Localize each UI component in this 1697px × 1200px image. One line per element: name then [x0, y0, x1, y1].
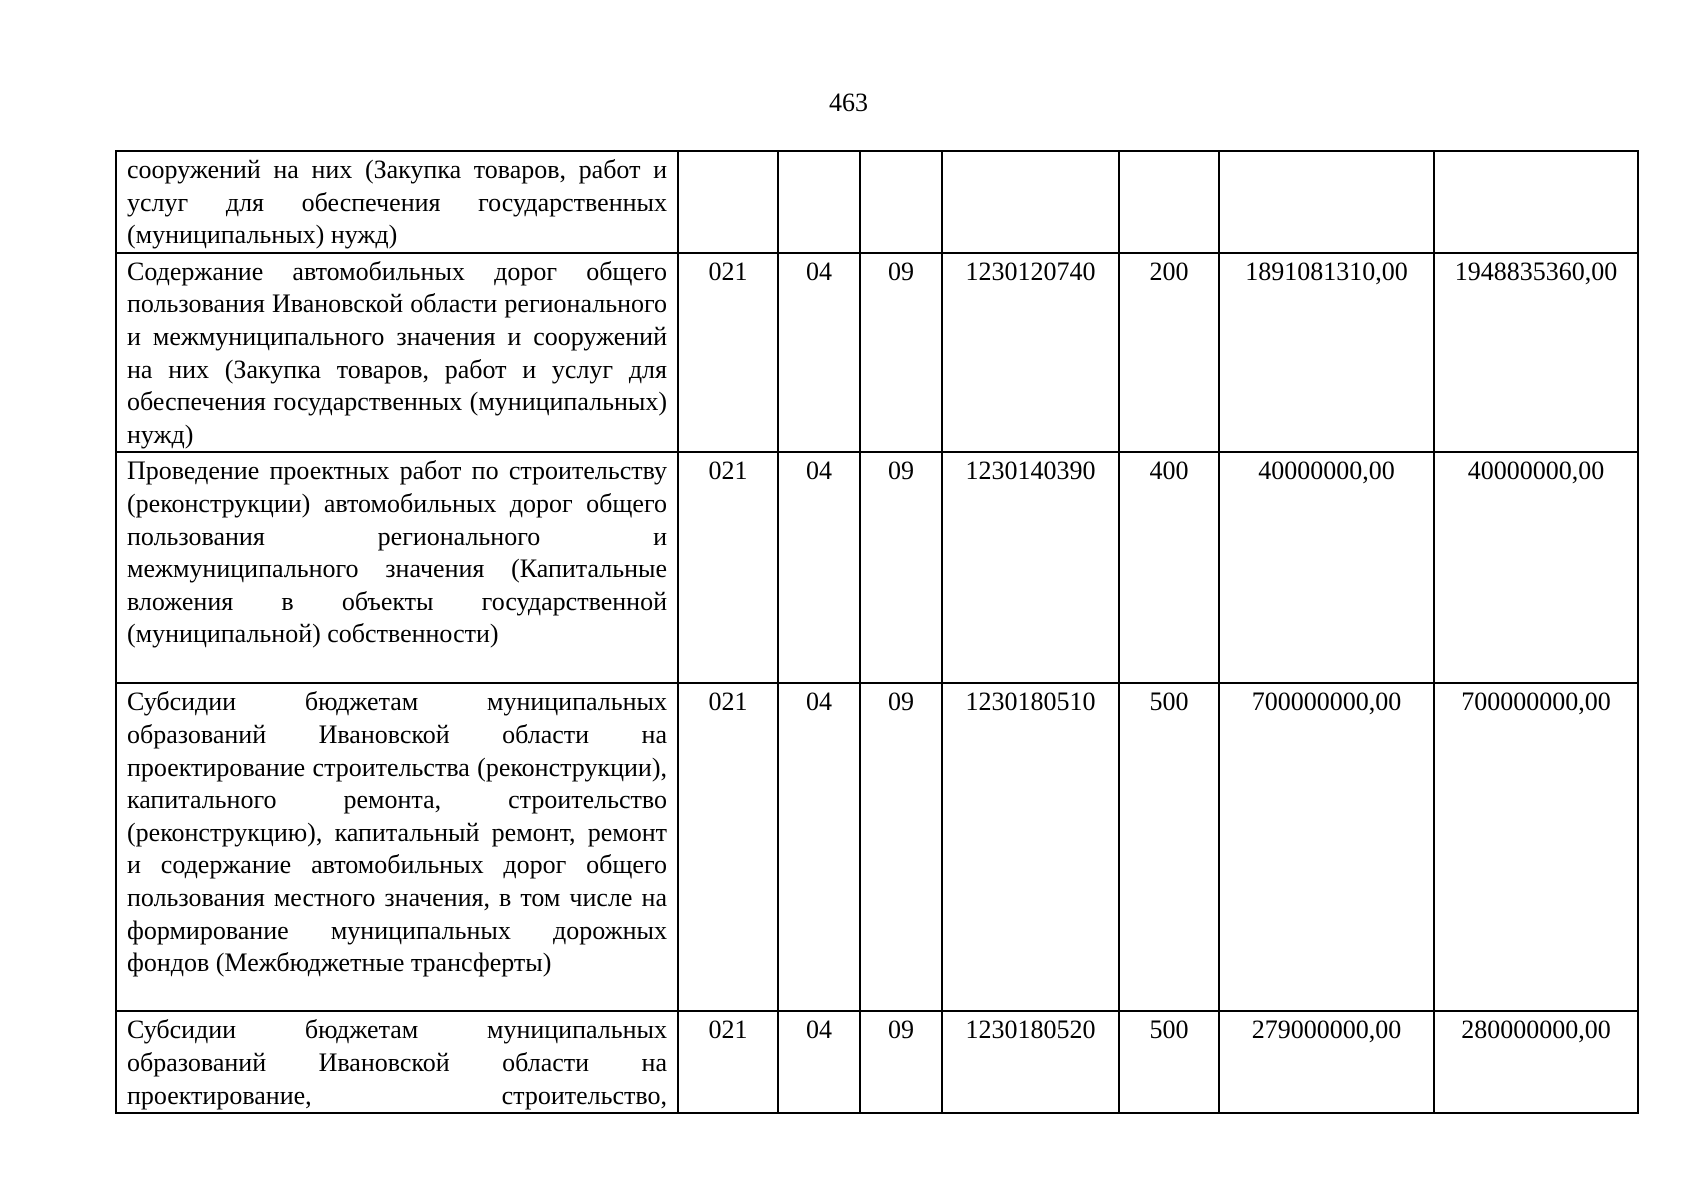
row-description: Проведение проектных работ по строительству (реконструкции) автомобильных дорог общего пользования регионального и межмуниципального значения (Капитальные вложения в объекты государственной (муниципальной) собственности) — [116, 452, 678, 683]
ministry-code: 021 — [678, 452, 778, 683]
section-code: 04 — [778, 683, 860, 1011]
amount-year-1 — [1219, 151, 1434, 253]
table-row — [116, 1011, 1638, 1113]
amount-year-2: 40000000,00 — [1434, 452, 1638, 683]
row-description: Субсидии бюджетам муниципальных образований Ивановской области на проектирование, строительство, — [116, 1011, 678, 1113]
row-description: Содержание автомобильных дорог общего пользования Ивановской области регионального и межмуниципального значения и сооружений на них (Закупка товаров, работ и услуг для обеспечения государственных (муниципальных) нужд) — [116, 253, 678, 453]
amount-year-1: 279000000,00 — [1219, 1011, 1434, 1113]
amount-year-2: 280000000,00 — [1434, 1011, 1638, 1113]
ministry-code: 021 — [678, 1011, 778, 1113]
ministry-code — [678, 151, 778, 253]
amount-year-2 — [1434, 151, 1638, 253]
budget-table — [115, 150, 1639, 1114]
section-code: 04 — [778, 253, 860, 453]
section-code: 04 — [778, 1011, 860, 1113]
expense-type-code: 500 — [1119, 1011, 1219, 1113]
subsection-code: 09 — [860, 1011, 942, 1113]
expense-type-code — [1119, 151, 1219, 253]
amount-year-1: 40000000,00 — [1219, 452, 1434, 683]
section-code: 04 — [778, 452, 860, 683]
table-row — [116, 253, 1638, 453]
target-item-code: 1230180510 — [942, 683, 1119, 1011]
subsection-code: 09 — [860, 452, 942, 683]
target-item-code: 1230120740 — [942, 253, 1119, 453]
table-row — [116, 452, 1638, 683]
amount-year-2: 1948835360,00 — [1434, 253, 1638, 453]
subsection-code — [860, 151, 942, 253]
row-description: Субсидии бюджетам муниципальных образований Ивановской области на проектирование строительства (реконструкции), капитального ремонта, строительство (реконструкцию), капитальный ремонт, ремонт и содержание автомобильных дорог общего пользования местного значения, в том числе на формирование муниципальных дорожных фондов (Межбюджетные трансферты) — [116, 683, 678, 1011]
amount-year-1: 700000000,00 — [1219, 683, 1434, 1011]
section-code — [778, 151, 860, 253]
subsection-code: 09 — [860, 683, 942, 1011]
ministry-code: 021 — [678, 253, 778, 453]
expense-type-code: 400 — [1119, 452, 1219, 683]
expense-type-code: 200 — [1119, 253, 1219, 453]
amount-year-1: 1891081310,00 — [1219, 253, 1434, 453]
table-row — [116, 683, 1638, 1011]
amount-year-2: 700000000,00 — [1434, 683, 1638, 1011]
expense-type-code: 500 — [1119, 683, 1219, 1011]
page-number: 463 — [829, 88, 868, 117]
target-item-code — [942, 151, 1119, 253]
row-description: сооружений на них (Закупка товаров, работ и услуг для обеспечения государственных (муниципальных) нужд) — [116, 151, 678, 253]
target-item-code: 1230140390 — [942, 452, 1119, 683]
table-row — [116, 151, 1638, 253]
target-item-code: 1230180520 — [942, 1011, 1119, 1113]
subsection-code: 09 — [860, 253, 942, 453]
ministry-code: 021 — [678, 683, 778, 1011]
